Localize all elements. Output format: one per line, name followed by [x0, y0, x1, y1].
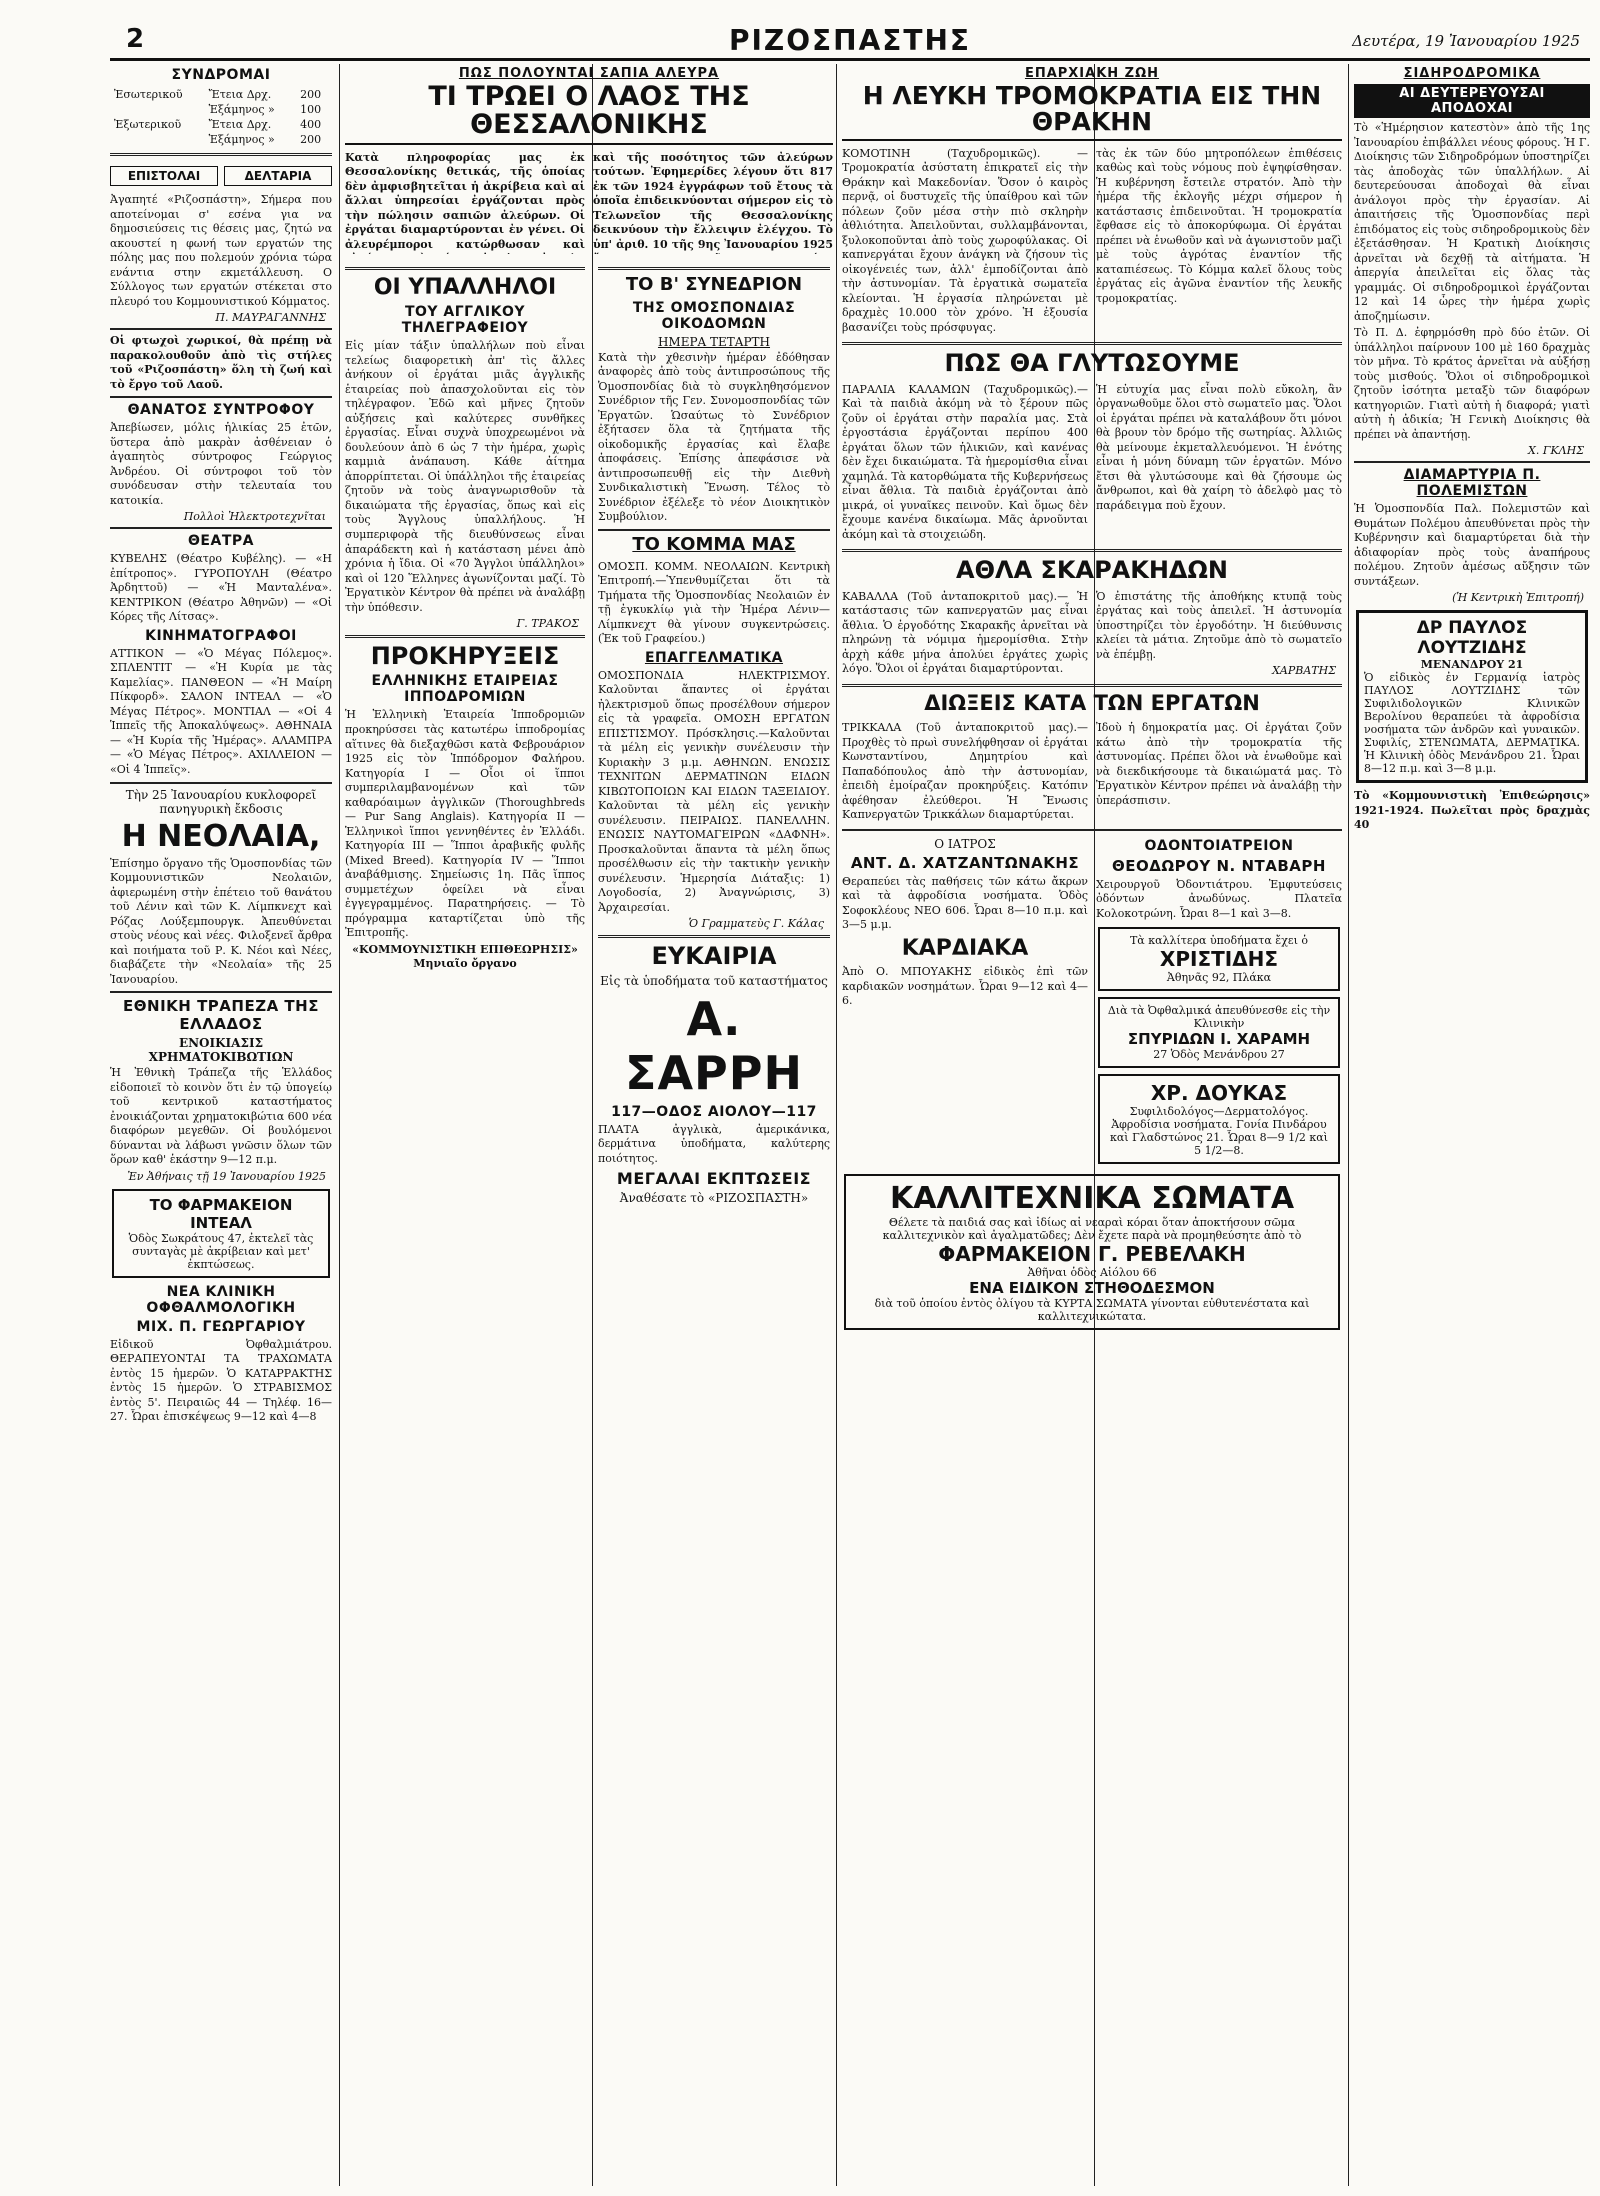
column-rule	[836, 64, 837, 2186]
professional-heading: ΕΠΑΓΓΕΛΜΑΤΙΚΑ	[644, 649, 784, 666]
athla-signature: ΧΑΡΒΑΤΗΣ	[1272, 664, 1336, 678]
professional-signature: Ὁ Γραμματεὺς Γ. Κάλας	[688, 917, 824, 931]
employees-subheading: ΤΟΥ ΑΓΓΛΙΚΟΥ ΤΗΛΕΓΡΑΦΕΙΟΥ	[401, 304, 529, 337]
neolaia-title: Η ΝΕΟΛΑΙΑ,	[121, 818, 321, 854]
doctor-name: ΑΝΤ. Δ. ΧΑΤΖΑΝΤΩΝΑΚΗΣ	[850, 853, 1080, 872]
bodies-heading: ΚΑΛΛΙΤΕΧΝΙΚΑ ΣΩΜΑΤΑ	[889, 1181, 1295, 1217]
persecutions-text-right: Ἰδοὺ ἡ δημοκρατία μας. Οἱ ἐργάται ζοῦν κάτω ἀπὸ τὴν τρομοκρατία τῆς ἀστυνομίας. Πρέπει ὅλοι νὰ ἑνωθοῦμε καὶ νὰ διεκδικήσουμε τὰ δικαιώματά μας. Τὸ Ἐργατικὸν Κέντρον πρέπει νὰ ἀναλάβῃ τὴν ὑπεράσπισιν.	[1096, 721, 1342, 807]
bank-heading: ΕΘΝΙΚΗ ΤΡΑΠΕΖΑ ΤΗΣ ΕΛΛΑΔΟΣ	[123, 997, 319, 1034]
column-rule	[592, 64, 593, 2186]
shoe-name: ΧΡΙΣΤΙΔΗΣ	[1159, 947, 1279, 972]
employees-text: Εἰς μίαν τάξιν ὑπαλλήλων ποὺ εἶναι τελείως διαφορετικὴ ἀπ' τὶς ἄλλες ἀνήκουν οἱ ἐργάται μιᾶς ἀγγλικῆς ἑταιρείας ποὺ ἀπασχολοῦνται εἰς τὸν τηλέγραφον. Ἐδῶ καὶ μῆνες ζητοῦν αὐξήσεις καὶ καλύτερες συνθῆκες ἐργασίας. Εἶναι συχνὰ ὑποχρεωμένοι νὰ δουλεύουν ἀπὸ 6 ὡς 7 τὴν ἡμέρα, χωρὶς καμμιὰ ἀνάπαυση. Κάθε ἀίτημα ἀπορρίπτεται. Οἱ ὑπάλληλοι τῆς ἑταιρείας ζητοῦν νὰ τοὺς ἀναγνωρισθοῦν τὰ δικαιώματα τῆς ἐργασίας, ὅπως καὶ εἰς τοὺς Ἄγγλους ὑπαλλήλους. Ἡ συμπεριφορὰ τῆς διευθύνσεως εἶναι ἀπαράδεκτη καὶ ἡ κατάσταση μένει ἀπὸ χρόνια ἡ ἴδια. Οἱ «70 Ἄγγλοι ὑπάλληλοι» καὶ οἱ 120 Ἕλληνες ἀγωνίζονται μαζί. Τὸ Ἐργατικὸν Κέντρον θὰ πρέπει νὰ ἀναλάβῃ τὴν ὑπόθεσιν.	[345, 339, 585, 614]
thrace-text-left: ΚΟΜΟΤΙΝΗ (Ταχυδρομικῶς). — Τρομοκρατία ἀσύστατη ἐπικρατεῖ εἰς τὴν Θράκην καὶ Μακεδονίαν. Ὅσον ὁ καιρὸς περνᾷ, οἱ δυστυχεῖς τῆς ὑπαίθρου καὶ τῶν πόλεων ζοῦν μέσα στὴν πιὸ σκληρὴν ἀθλιότητα. Ἀπειλοῦνται, συλλαμβάνονται, ξυλοκοποῦνται ἀπὸ τοὺς χωροφύλακας. Οἱ καπνεργάται ἔχουν ἀνάγκη νὰ ζήσουν τὶς οἰκογένειές των, ἀλλ' ἐμποδίζονται ἀπὸ τὴν ἀστυνομίαν. Τὰ ἐργατικὰ σωματεῖα κλείονται. Ἡ ἐργασία πληρώνεται μὲ δραχμὲς 10.000 τὸν χρόνο. Ἡ ἐξουσία βασανίζει τοὺς πρόσφυγας.	[842, 146, 1088, 334]
eye-clinic-text: Διὰ τὰ Ὀφθαλμικά ἀπευθύνεσθε εἰς τὴν Κλινικὴν	[1107, 1004, 1331, 1031]
neolaia-intro: Τὴν 25 Ἰανουαρίου κυκλοφορεῖ πανηγυρικὴ ἔκδοσις	[125, 787, 317, 816]
divider	[110, 328, 332, 330]
testimony-heading: ΔΙΑΜΑΡΤΥΡΙΑ Π. ΠΟΛΕΜΙΣΤΩΝ	[1403, 467, 1541, 500]
thessaloniki-text-right: καὶ τῆς ποσότητος τῶν ἀλεύρων τούτων. Ἐφημερίδες λέγουν ὅτι 817 ἐκ τῶν 1924 ἐγγράφων τοῦ ἔτους τὰ ὁποῖα ἐπιδεικνύονται σήμερον εἰς τὸ Τελωνεῖον τῆς Θεσσαλονίκης δεικνύουν τὴν ἔλλειψιν ἐλέγχου. Τὸ ὑπ' ἀριθ. 10 τῆς 9ης Ἰανουαρίου 1925	[593, 150, 833, 251]
railway-kicker: ΣΙΔΗΡΟΔΡΟΜΙΚΑ	[1403, 66, 1541, 81]
eye-clinic-name: ΣΠΥΡΙΔΩΝ Ι. ΧΑΡΑΜΗ	[1127, 1030, 1311, 1049]
doukas-ad	[1098, 1074, 1340, 1164]
pharmacy-title: ΤΟ ΦΑΡΜΑΚΕΙΟΝ ΙΝΤΕΑΛ	[149, 1195, 293, 1232]
railway-signature: Χ. ΓΚΛΗΣ	[1528, 444, 1584, 458]
bodies-item: ΕΝΑ ΕΙΔΙΚΟΝ ΣΤΗΘΟΔΕΣΜΟΝ	[969, 1279, 1215, 1298]
death-text: Ἀπεβίωσεν, μόλις ἡλικίας 25 ἐτῶν, ὕστερα ἀπὸ μακρὰν ἀσθένειαν ὁ ἀγαπητὸς σύντροφος Γεώργιος Ἀνδρέου. Οἱ σύντροφοι τοῦ τὸν συνόδευσαν στὴν τελευταία του κατοικία.	[110, 421, 332, 507]
bank-subheading: ΕΝΟΙΚΙΑΣΙΣ ΧΡΗΜΑΤΟΚΙΒΩΤΙΩΝ	[148, 1036, 294, 1065]
railway-text-2: Τὸ Π. Δ. ἐφηρμόσθη πρὸ δύο ἐτῶν. Οἱ ὑπάλληλοι παίρνουν 100 μὲ 160 δραχμὰς τὸν μῆνα. Τὸ κράτος ἀρνεῖται νὰ αὐξήσῃ τοὺς μισθούς. Ὅλοι οἱ σιδηροδρομικοὶ ζητοῦν ἰσότητα μεταξὺ τῶν διαφόρων κατηγοριῶν. Γιατὶ αὐτὴ ἡ διαφορά; γιατὶ αὐτὴ ἡ ἀδικία; Ἡ Γενικὴ Διοίκησις θὰ πρέπει νὰ ἀπαντήσῃ.	[1354, 326, 1590, 441]
proclamations-subheading: ΕΛΛΗΝΙΚΗΣ ΕΤΑΙΡΕΙΑΣ ΙΠΠΟΔΡΟΜΙΩΝ	[371, 673, 559, 706]
sub-label: Ἐξωτερικοῦ	[114, 118, 182, 131]
divider	[110, 991, 332, 993]
column-3	[598, 262, 830, 2186]
divider	[345, 635, 585, 638]
letter-signature: Π. ΜΑΥΡΑΓΑΝΝΗΣ	[215, 311, 326, 325]
congress-heading: ΤΟ Β' ΣΥΝΕΔΡΙΟΝ	[625, 274, 803, 295]
sweet-text-left: ΠΑΡΑΛΙΑ ΚΑΛΑΜΩΝ (Ταχυδρομικῶς).—Καὶ τὰ παιδιὰ ἀκόμη νὰ τὸ ξέρουν πῶς ζοῦν οἱ ἐργάται στὴν παραλία μας. Στὰ ἐργοστάσια ἐργάζονται περίπου 400 ἐργάται ὅλων τῶν ἡλικιῶν, καὶ κανένας δὲν ἔχει δικαιώματα. Τὰ ἡμερομίσθια εἶναι χαμηλά. Τὰ κατορθώματα τῆς Κυβερνήσεως εἶναι ἄθλια. Τὰ παιδιὰ ἐργάζονται ἀπὸ μικρά, οἱ γυναῖκες πεινοῦν. Καὶ ὅμως δὲν ἔχουμε κανένα δικαίωμα. Μᾶς ἀρνοῦνται ἀκόμη καὶ τὰ στοιχειώδη.	[842, 382, 1088, 541]
railway-heading: ΑΙ ΔΕΥΤΕΡΕΥΟΥΣΑΙ ΑΠΟΔΟΧΑΙ	[1354, 84, 1590, 118]
section-tabs	[110, 161, 332, 191]
professional-text: ΟΜΟΣΠΟΝΔΙΑ ΗΛΕΚΤΡΙΣΜΟΥ. Καλοῦνται ἅπαντες οἱ ἐργάται ἠλεκτρισμοῦ ὅπως προσέλθουν σήμερον εἰς τὰ γραφεῖα. ΟΜΟΣΗ ΕΡΓΑΤΩΝ ΕΠΙΣΤΙΣΜΟΥ. Πρόσκλησις.—Καλοῦνται τὰ μέλη εἰς γενικὴν συνέλευσιν τὴν Κυριακὴν 3 μ.μ. ΑΘΗΝΩΝ. ΕΝΩΣΙΣ ΤΕΧΝΙΤΩΝ ΔΕΡΜΑΤΙΝΩΝ ΕΙΔΩΝ ΚΙΒΩΤΟΠΟΙΩΝ ΚΑΙ ΕΙΔΩΝ ΤΑΞΕΙΔΙΟΥ. Καλοῦνται τὰ μέλη εἰς γενικὴν συνέλευσιν. ΠΕΙΡΑΙΩΣ. ΠΑΝΕΛΛΗΝ. ΕΝΩΣΙΣ ΝΑΥΤΟΜΑΓΕΙΡΩΝ «ΔΑΦΝΗ». Προσκαλοῦνται ἅπαντα τὰ μέλη ὅπως προσέλθωσιν εἰς τὴν τακτικὴν γενικὴν συνέλευσιν. Ἡμερησία Διάταξις: 1) Λογοδοσία, 2) Ἀναγνώρισις, 3) Ἀρχαιρεσίαι.	[598, 668, 830, 914]
shoe-text: Τὰ καλλίτερα ὑποδήματα ἔχει ὁ	[1129, 934, 1309, 948]
sub-term: Ἑξάμηνος »	[208, 103, 275, 116]
opportunity-subheading: Εἰς τὰ ὑποδήματα τοῦ καταστήματος	[600, 973, 828, 988]
table-row	[112, 88, 330, 101]
pharmacy-text: Ὁδὸς Σωκράτους 47, ἐκτελεῖ τὰς συνταγὰς μὲ ἀκρίβειαν καὶ μετ' ἐκπτώσεως.	[128, 1231, 314, 1271]
proclamations-text: Ἡ Ἑλληνικὴ Ἑταιρεία Ἱπποδρομιῶν προκηρύσσει τὰς κατωτέρω ἱπποδρομίας αἵτινες θὰ διεξαχθῶσι κατὰ Φεβρουάριον 1925 εἰς τὸν Ἱππόδρομον Φαλήρου. Κατηγορία Ι — Οἶοι οἱ ἵπποι συμπεριλαμβανομένων καὶ τῶν καθαρόαιμων ἀγγλικῶν (Thoroughbreds — Pur Sang Anglais). Κατηγορία ΙΙ — Ἑλληνικοὶ ἵπποι γεννηθέντες ἐν Ἑλλάδι. Κατηγορία ΙΙΙ — Ἵπποι ἀραβικῆς φυλῆς (Mixed Breed). Κατηγορία IV — Ἵπποι ἀναβάθμισης. Σημείωσις 1η. Πᾶς ἵππος συμμετέχων ὀφείλει νὰ εἶναι ἐγγεγραμμένος. Παρατηρήσεις. — Τὸ πρόγραμμα καταρτίζεται ὑπὸ τῆς Ἐπιτροπῆς.	[345, 708, 585, 940]
table-row	[112, 118, 330, 131]
athla-text-right: Ὁ ἐπιστάτης τῆς ἀποθήκης κτυπᾷ τοὺς ἐργάτας καὶ τοὺς ἀπειλεῖ. Ἡ ἀστυνομία ὑποστηρίζει τὸν ἐργοδότην. Ἡ διεύθυνσις κλείει τὰ μάτια. Ζητοῦμε ἀπὸ τὸ σωματεῖο νὰ ἐπέμβῃ.	[1096, 589, 1342, 661]
thessaloniki-headline: ΤΙ ΤΡΩΕΙ Ο ΛΑΟΣ ΤΗΣ ΘΕΣΣΑΛΟΝΙΚΗΣ	[345, 83, 833, 145]
provincial-kicker: ΕΠΑΡΧΙΑΚΗ ΖΩΗ	[1024, 66, 1160, 81]
subscriptions-title: ΣΥΝΔΡΟΜΑΙ	[171, 67, 271, 83]
newspaper-title: ΡΙΖΟΣΠΑΣΤΗΣ	[728, 24, 972, 57]
doukas-name: ΧΡ. ΔΟΥΚΑΣ	[1150, 1081, 1288, 1106]
divider	[110, 527, 332, 529]
thessaloniki-body	[345, 149, 833, 254]
doctor-loutzidis-name: ΔΡ ΠΑΥΛΟΣ ΛΟΥΤΖΙΔΗΣ	[1416, 618, 1528, 659]
divider	[842, 342, 1342, 345]
doctor-text: Θεραπεύει τὰς παθήσεις τῶν κάτω ἄκρων καὶ τὰ ἀφροδίσια νοσήματα. Ὁδὸς Σοφοκλέους ΝΕΟ 606. Ὧραι 8—10 π.μ. καὶ 3—5 μ.μ.	[842, 874, 1088, 932]
bottom-note: Τὸ «Κομμουνιστικὴ Ἐπιθεώρησις» 1921-1924. Πωλεῖται πρὸς δραχμὰς 40	[1354, 789, 1590, 832]
divider	[110, 396, 332, 398]
congress-day: ΗΜΕΡΑ ΤΕΤΑΡΤΗ	[657, 334, 771, 349]
bodies-footer: διὰ τοῦ ὁποίου ἐντὸς ὀλίγου τὰ ΚΥΡΤΑ ΣΩΜΑΤΑ γίνονται εὐθυτενέστατα καὶ καλλιτεχνικώτατα.	[874, 1297, 1310, 1324]
column-6	[1354, 64, 1590, 2186]
sarri-text: ΠΛΑΤΑ ἀγγλικὰ, ἀμερικάνικα, δερμάτινα ὑποδήματα, καλύτερης ποιότητος.	[598, 1122, 830, 1165]
opportunity-heading: ΕΥΚΑΙΡΙΑ	[651, 942, 777, 971]
eye-clinic-address: 27 Ὁδὸς Μενάνδρου 27	[1153, 1048, 1285, 1062]
railway-text: Τὸ «Ἡμέρησιον κατεστὸν» ἀπὸ τῆς 1ης Ἰανουαρίου ἐπιβάλλει νέους φόρους. Ἡ Γ. Διοίκησις τῶν Σιδηροδρόμων ὑποστηρίζει τὰς ἀποδοχὰς τῶν ὑπαλλήλων. Αἱ δευτερεύουσαι ἀποδοχαὶ θὰ εἶναι ἀνάλογοι πρὸς τὴν ἐργασίαν. Αἱ ἀπαιτήσεις τῆς Ὁμοσπονδίας περὶ ἐπιδόματος εἰς τοὺς σιδηροδρομικοὺς δὲν ἐξετάσθησαν. Ἡ Κρατικὴ Διοίκησις ἀρνεῖται νὰ δεχθῇ τὰ αἰτήματα. Ἡ ἀπεργία ἀπειλεῖται εἰς ὅλας τὰς γραμμάς. Οἱ σιδηροδρομικοὶ ἐργάζονται 12 καὶ 14 ὧρες τὴν ἡμέρα χωρὶς ἀποζημίωσιν.	[1354, 121, 1590, 323]
column-1	[110, 64, 332, 2186]
sarri-note: Ἀναθέσατε τὸ «ΡΙΖΟΣΠΑΣΤΗ»	[619, 1191, 809, 1206]
sub-value: 100	[300, 103, 322, 116]
cardiac-heading: ΚΑΡΔΙΑΚΑ	[901, 936, 1029, 961]
party-text: ΟΜΟΣΠ. ΚΟΜΜ. ΝΕΟΛΑΙΩΝ. Κεντρικὴ Ἐπιτροπή.—Ὑπενθυμίζεται ὅτι τὰ Τμήματα τῆς Ὁμοσπονδίας Νεολαιῶν ἐν τῇ ἐγκυκλίῳ γιὰ τὴν Ἡμέρα Λένιν—Λίμπκνεχτ θὰ γίνουν συγκεντρώσεις. (Ἐκ τοῦ Γραφείου.)	[598, 559, 830, 646]
sub-label: Ἐσωτερικοῦ	[114, 88, 183, 101]
sub-term: Ἑξάμηνος »	[208, 133, 275, 146]
divider	[110, 782, 332, 784]
sub-term: Ἔτεια Δρχ.	[208, 118, 272, 131]
thrace-text-right: τὰς ἐκ τῶν δύο μητροπόλεων ἐπιθέσεις καθὼς καὶ τοὺς νόμους ποὺ ἐψηφίσθησαν. Ἡ κυβέρνηση ἔστειλε στρατόν. Ἀπὸ τὴν ἡμέρα τῆς ἐκλογῆς μέχρι σήμερον ἡ κατάστασις ἐπιδεινοῦται. Ἡ τρομοκρατία ἔφθασε εἰς τὸ ἀποκορύφωμα. Οἱ ἐργάται πρέπει νὰ ἑνωθοῦν καὶ νὰ ἀγωνιστοῦν μαζὶ μὲ τοὺς ἀγρότας ἐναντίον τῆς καταπιέσεως. Τὸ Κόμμα καλεῖ ὅλους τοὺς ἐργάτας εἰς ἀγῶνα ἐναντίον τῆς λευκῆς τρομοκρατίας.	[1096, 146, 1342, 305]
sub-value: 200	[300, 133, 322, 146]
doctor-loutzidis-address: ΜΕΝΑΝΔΡΟΥ 21	[1420, 658, 1524, 672]
congress-text: Κατὰ τὴν χθεσινὴν ἡμέραν ἐδόθησαν ἀναφορὲς ἀπὸ τοὺς ἀντιπροσώπους τῆς Ὁμοσπονδίας διὰ τὸ συγκληθησόμενον Συνέδριον τῆς Γεν. Συνομοσπονδίας τῶν Ἐργατῶν. Ὡσαύτως τὸ Συνέδριον ἐξήτασεν ὅλα τὰ ζητήματα τῆς οἰκοδομικῆς ἐργασίας καὶ ἔλαβε ἀποφάσεις. Ἐπίσης ἀπεφάσισε νὰ ἀντιπροσωπευθῇ εἰς τὴν Διεθνὴ Συνδικαλιστικὴ Ἕνωση. Τέλος τὸ Συνέδριον ἐξέλεξε τὸ νέον Διοικητικὸν Συμβούλιον.	[598, 350, 830, 524]
issue-date: Δευτέρα, 19 Ἰανουαρίου 1925	[1352, 32, 1580, 50]
divider	[598, 267, 830, 270]
bodies-address: Ἀθῆναι ὁδὸς Αἰόλου 66	[1027, 1266, 1157, 1280]
theatres-text: ΚΥΒΕΛΗΣ (Θέατρο Κυβέλης). — «Η ἐπίτροπος». ΓΥΡΟΠΟΥΛΗ (Θέατρο Ἀρδηττοῦ) — «Ἡ Μανταλένα». ΚΕΝΤΡΙΚΟΝ (Θέατρο Ἀθηνῶν) — «Οἱ Κόρες τῆς Λίτσας».	[110, 552, 332, 624]
persecutions-body	[842, 719, 1342, 825]
divider	[598, 529, 830, 531]
athla-heading: ΑΘΛΑ ΣΚΑΡΑΚΗΔΩΝ	[956, 556, 1228, 585]
employees-signature: Γ. ΤΡΑΚΟΣ	[516, 617, 579, 631]
eye-clinic-ad	[1098, 997, 1340, 1068]
cinemas-heading: ΚΙΝΗΜΑΤΟΓΡΑΦΟΙ	[145, 627, 297, 644]
clinic-heading: ΝΕΑ ΚΛΙΝΙΚΗ ΟΦΘΑΛΜΟΛΟΓΙΚΗ	[146, 1283, 296, 1316]
sarri-sales: ΜΕΓΑΛΑΙ ΕΚΠΤΩΣΕΙΣ	[616, 1169, 812, 1189]
theatres-heading: ΘΕΑΤΡΑ	[188, 533, 254, 550]
sub-term: Ἔτεια Δρχ.	[208, 88, 272, 101]
table-row	[112, 103, 330, 116]
doctor-loutzidis-ad	[1356, 610, 1588, 783]
ads-right	[1096, 835, 1342, 1171]
column-rule	[339, 64, 340, 2186]
ads-left	[842, 835, 1088, 1171]
divider	[598, 935, 830, 938]
death-heading: ΘΑΝΑΤΟΣ ΣΥΝΤΡΟΦΟΥ	[127, 402, 315, 419]
column-2	[345, 262, 585, 2186]
neolaia-text: Ἐπίσημο ὄργανο τῆς Ὁμοσπονδίας τῶν Κομμουνιστικῶν Νεολαιῶν, ἀφιερωμένη στὴν ἐπέτειο τοῦ θανάτου τοῦ Λένιν καὶ τῶν Κ. Λίμπκνεχτ καὶ Ρόζας Λούξεμπουργκ. Ἀπευθύνεται στοὺς νέους καὶ νέες. Φιλοξενεῖ ἄρθρα καὶ ποιήματα τοῦ Ρ. Κ. Νέοι καὶ Νέες, διαβάζετε τὴν «Νεολαία» τῆς 25 Ἰανουαρίου.	[110, 856, 332, 986]
death-signature: Πολλοὶ Ἠλεκτροτεχνῖται	[183, 510, 326, 524]
ads-row	[842, 835, 1342, 1171]
table-row	[112, 133, 330, 146]
athla-body	[842, 588, 1342, 680]
doukas-text: Συφιλιδολόγος—Δερματολόγος. Ἀφροδίσια νοσήματα. Γονία Πινδάρου καὶ Γλαδστώνος 21. Ὧραι 8—9 1/2 καὶ 5 1/2—8.	[1110, 1105, 1328, 1158]
divider	[345, 267, 585, 270]
dentist-heading: ΟΔΟΝΤΟΙΑΤΡΕΙΟΝ	[1144, 837, 1294, 854]
sarri-address: 117—ΟΔΟΣ ΑΙΟΛΟΥ—117	[611, 1103, 817, 1120]
letters-heading: ΕΠΙΣΤΟΛΑΙ	[110, 166, 218, 186]
persecutions-text-left: ΤΡΙΚΚΑΛΑ (Τοῦ ἀνταποκριτοῦ μας).—Προχθὲς τὸ πρωὶ συνελήφθησαν οἱ ἐργάται Κωνσταντίνου, Δημητρίου καὶ Παπαδόπουλος ἀπὸ τὴν ἀστυνομίαν, ἐπειδὴ ἐμοίραζαν προκηρύξεις. Κατόπιν ἀφέθησαν ἐλεύθεροι. Ἡ Ἔνωσις Καπνεργατῶν Τρικκάλων διαμαρτύρεται.	[842, 721, 1088, 822]
testimony-text: Ἡ Ὁμοσπονδία Παλ. Πολεμιστῶν καὶ Θυμάτων Πολέμου ἀπευθύνεται πρὸς τὴν Κυβέρνησιν καὶ διαμαρτύρεται διὰ τὴν ἀδιαφορίαν πρὸς τοὺς ἀναπήρους πολέμου. Ζητοῦν ἀμέσως αὔξησιν τῶν συντάξεων.	[1354, 502, 1590, 588]
divider	[1354, 461, 1590, 463]
clinic-text: Εἰδικοῦ Ὀφθαλμιάτρου. ΘΕΡΑΠΕΥΟΝΤΑΙ ΤΑ ΤΡΑΧΩΜΑΤΑ ἐντὸς 15 ἡμερῶν. Ὁ ΚΑΤΑΡΡΑΚΤΗΣ ἐντὸς 15 ἡμερῶν. Ὁ ΣΤΡΑΒΙΣΜΟΣ ἐντὸς 5'. Πειραιῶς 44 — Τηλέφ. 16—27. Ὧραι ἐπισκέψεως 9—12 καὶ 4—8	[110, 1337, 332, 1424]
pharmacy-ad	[112, 1189, 330, 1278]
thrace-body	[842, 145, 1342, 338]
subscriptions-table	[110, 86, 332, 148]
cinemas-text: ΑΤΤΙΚΟΝ — «Ὁ Μέγας Πόλεμος». ΣΠΛΕΝΤΙΤ — «Ἡ Κυρία με τὰς Καμελίας». ΠΑΝΘΕΟΝ — «Ἡ Μαίρη Πίκφορδ». ΣΑΛΟΝ ΙΝΤΕΑΛ — «Ὁ Μέγας Πέτρος». ΜΟΝΤΙΑΛ — «Οἱ 4 Ἱππεῖς τῆς Ἀποκαλύψεως». ΑΘΗΝΑΙΑ — «Ἡ Κυρία τῆς Ἡμέρας». ΑΛΑΜΠΡΑ — «Ὁ Μέγας Πέτρος». ΑΧΙΛΛΕΙΟΝ — «Οἱ 4 Ἱππεῖς».	[110, 646, 332, 776]
bank-signature: Ἐν Ἀθήναις τῇ 19 Ἰανουαρίου 1925	[127, 1169, 326, 1183]
party-heading: ΤΟ ΚΟΜΜΑ ΜΑΣ	[632, 533, 796, 555]
testimony-signature: (Ἡ Κεντρικὴ Ἐπιτροπή)	[1452, 591, 1584, 605]
cardiac-text: Ἀπὸ Ο. ΜΠΟΥΑΚΗΣ εἰδικὸς ἐπὶ τῶν καρδιακῶν νοσημάτων. Ὧραι 9—12 καὶ 4—6.	[842, 965, 1088, 1008]
sweet-body	[842, 381, 1342, 545]
sweet-text-right: Ἡ εὐτυχία μας εἶναι πολὺ εὔκολη, ἂν ὀργανωθοῦμε ὅλοι στὸ σωματεῖο μας. Ὅλοι οἱ ἐργάται πρέπει νὰ καταλάβουν ὅτι μόνοι θὰ βρουν τὸν δρόμο τῆς σωτηρίας. Ἀλλιῶς θὰ μείνουμε ἐκμεταλλευόμενοι. Ἡ ἑνότης εἶναι ἡ μόνη δύναμη τῶν ἐργατῶν. Μόνο ἔτσι θὰ γλυτώσουμε καὶ θὰ ζήσουμε ὡς ἄνθρωποι, καὶ θὰ χαίρη τὸ ἀδελφὸ μας τὸ παράδειγμα ποὺ ἔχουν.	[1096, 382, 1342, 512]
sweet-heading: ΠΩΣ ΘΑ ΓΛΥΤΩΣΟΥΜΕ	[944, 349, 1240, 378]
columns-4-5	[842, 64, 1342, 2186]
dentist-text: Χειρουργοῦ Ὀδοντιάτρου. Ἐμφυτεύσεις ὀδόντων ἀνωδύνως. Πλατεῖα Κολοκοτρώνη. Ὧραι 8—1 καὶ 3—8.	[1096, 877, 1342, 920]
congress-subheading: ΤΗΣ ΟΜΟΣΠΟΝΔΙΑΣ ΟΙΚΟΔΟΜΩΝ	[632, 299, 796, 332]
doctor-loutzidis-text: Ὁ εἰδικὸς ἐν Γερμανίᾳ ἰατρὸς ΠΑΥΛΟΣ ΛΟΥΤΖΙΔΗΣ τῶν Συφιλιδολογικῶν Κλινικῶν Βερολίνου θεραπεύει τὰ ἀφροδίσια νοσήματα τῶν ἀνδρῶν καὶ γυναικῶν. Συφιλίς, ΣΤΕΝΩΜΑΤΑ, ΔΕΡΜΑΤΙΚΑ. Ἡ Κλινικὴ ὁδὸς Μενάνδρου 21. Ὧραι 8—12 π.μ. καὶ 3—8 μ.μ.	[1364, 671, 1580, 776]
sub-value: 400	[300, 118, 322, 131]
persecutions-heading: ΔΙΩΞΕΙΣ ΚΑΤΑ ΤΩΝ ΕΡΓΑΤΩΝ	[924, 691, 1260, 716]
bodies-pharmacy: ΦΑΡΜΑΚΕΙΟΝ Γ. ΡΕΒΕΛΑΚΗ	[938, 1242, 1246, 1267]
athla-text-left: ΚΑΒΑΛΛΑ (Τοῦ ἀνταποκριτοῦ μας).— Ἡ κατάστασις τῶν καπνεργατῶν μας εἶναι ἄθλια. Ὁ ἐργοδότης Σκαρακῆς ἀρνεῖται νὰ πληρώνῃ τὰ νόμιμα ἡμερομίσθια. Στὴν ἀρχὴ κάθε μήνα ἀπολύει ἐργάτες χωρὶς λόγο. Ὅλοι οἱ ἐργάται διαμαρτύρονται.	[842, 589, 1088, 676]
dentist-name: ΘΕΟΔΩΡΟΥ Ν. ΝΤΑΒΑΡΗ	[1112, 856, 1326, 875]
thessaloniki-article	[345, 64, 833, 254]
page-number: 2	[126, 24, 145, 54]
clinic-doctor: ΜΙΧ. Π. ΓΕΩΡΓΑΡΙΟΥ	[136, 1318, 306, 1335]
shoe-ad	[1098, 927, 1340, 991]
letter-text: Ἀγαπητέ «Ριζοσπάστη», Σήμερα που αποτείνομαι σ' εσένα για να δημοσιεύσεις τις θέσεις μας, ζητώ να ακουστεί η φωνή των εργατών της πόλης μας που πολεμούν χρόνια τώρα ενάντια στην εκμετάλλευση. Ο Σύλλογος των εργατών στέκεται στο πλευρό του Κομμουνιστικού Κόμματος.	[110, 193, 332, 308]
thessaloniki-kicker: ΠΩΣ ΠΟΛΟΥΝΤΑΙ ΣΑΠΙΑ ΑΛΕΥΡΑ	[458, 66, 720, 81]
shoe-address: Ἀθηνᾶς 92, Πλάκα	[1166, 971, 1272, 985]
divider	[842, 684, 1342, 687]
sub-value: 200	[300, 88, 322, 101]
notes-heading: ΔΕΛΤΑΡΙΑ	[224, 166, 332, 186]
thrace-headline: Η ΛΕΥΚΗ ΤΡΟΜΟΚΡΑΤΙΑ ΕΙΣ ΤΗΝ ΘΡΑΚΗΝ	[842, 83, 1342, 141]
doctor-heading: Ο ΙΑΤΡΟΣ	[934, 836, 996, 851]
proclamations-heading: ΠΡΟΚΗΡΥΞΕΙΣ	[370, 642, 560, 671]
column-rule	[1348, 64, 1349, 2186]
bodies-ad	[844, 1174, 1340, 1330]
proclamations-footer: «ΚΟΜΜΟΥΝΙΣΤΙΚΗ ΕΠΙΘΕΩΡΗΣΙΣ» Μηνιαῖο ὄργανο	[352, 942, 578, 971]
bank-text: Ἡ Ἐθνικὴ Τράπεζα τῆς Ἑλλάδος εἰδοποιεῖ τὸ κοινὸν ὅτι ἐν τῷ ὑπογείῳ τοῦ κεντρικοῦ καταστήματος ἐνοικιάζονται χρηματοκιβώτια 600 νέα διαφόρων μεγεθῶν. Οἱ βουλόμενοι δύνανται νὰ λάβωσι γνῶσιν ὅλων τῶν ὅρων καθ' ἑκάστην 9—12 π.μ.	[110, 1066, 332, 1167]
employees-heading: ΟΙ ΥΠΑΛΛΗΛΟΙ	[373, 275, 557, 300]
bodies-text: Θέλετε τὰ παιδιά σας καὶ ἰδίως αἱ νεαραὶ κόραι ὅταν ἀποκτήσουν σῶμα καλλιτεχνικὸν καὶ ἀγαλματῶδες; Δὲν ἔχετε παρὰ νὰ προμηθεύσητε ἀπὸ τὸ	[882, 1216, 1302, 1243]
divider	[110, 153, 332, 156]
divider	[842, 829, 1342, 831]
masthead	[110, 24, 1590, 61]
divider	[842, 549, 1342, 552]
poor-notice: Οἱ φτωχοὶ χωρικοί, θὰ πρέπῃ νὰ παρακολουθοῦν ἀπὸ τὶς στήλες τοῦ «Ριζοσπάστη» ὅλη τὴ ζωή καὶ τὸ ἔργο τοῦ Λαοῦ.	[110, 334, 332, 391]
thessaloniki-text-left: Κατὰ πληροφορίας μας ἐκ Θεσσαλονίκης θετικάς, τῆς ὁποίας δὲν ἀμφισβητεῖται ἡ ἀκρίβεια καὶ αἱ ἄλλαι ὑπηρεσίαι ἐργάζονται πρὸς τὴν πώλησιν σαπιῶν ἀλεύρων. Οἱ ἐργάται διαμαρτύρονται ἐν γένει. Οἱ ἀλευρέμποροι κατώρθωσαν καὶ	[345, 150, 585, 251]
sarri-name: Α. ΣΑΡΡΗ	[625, 991, 803, 1100]
